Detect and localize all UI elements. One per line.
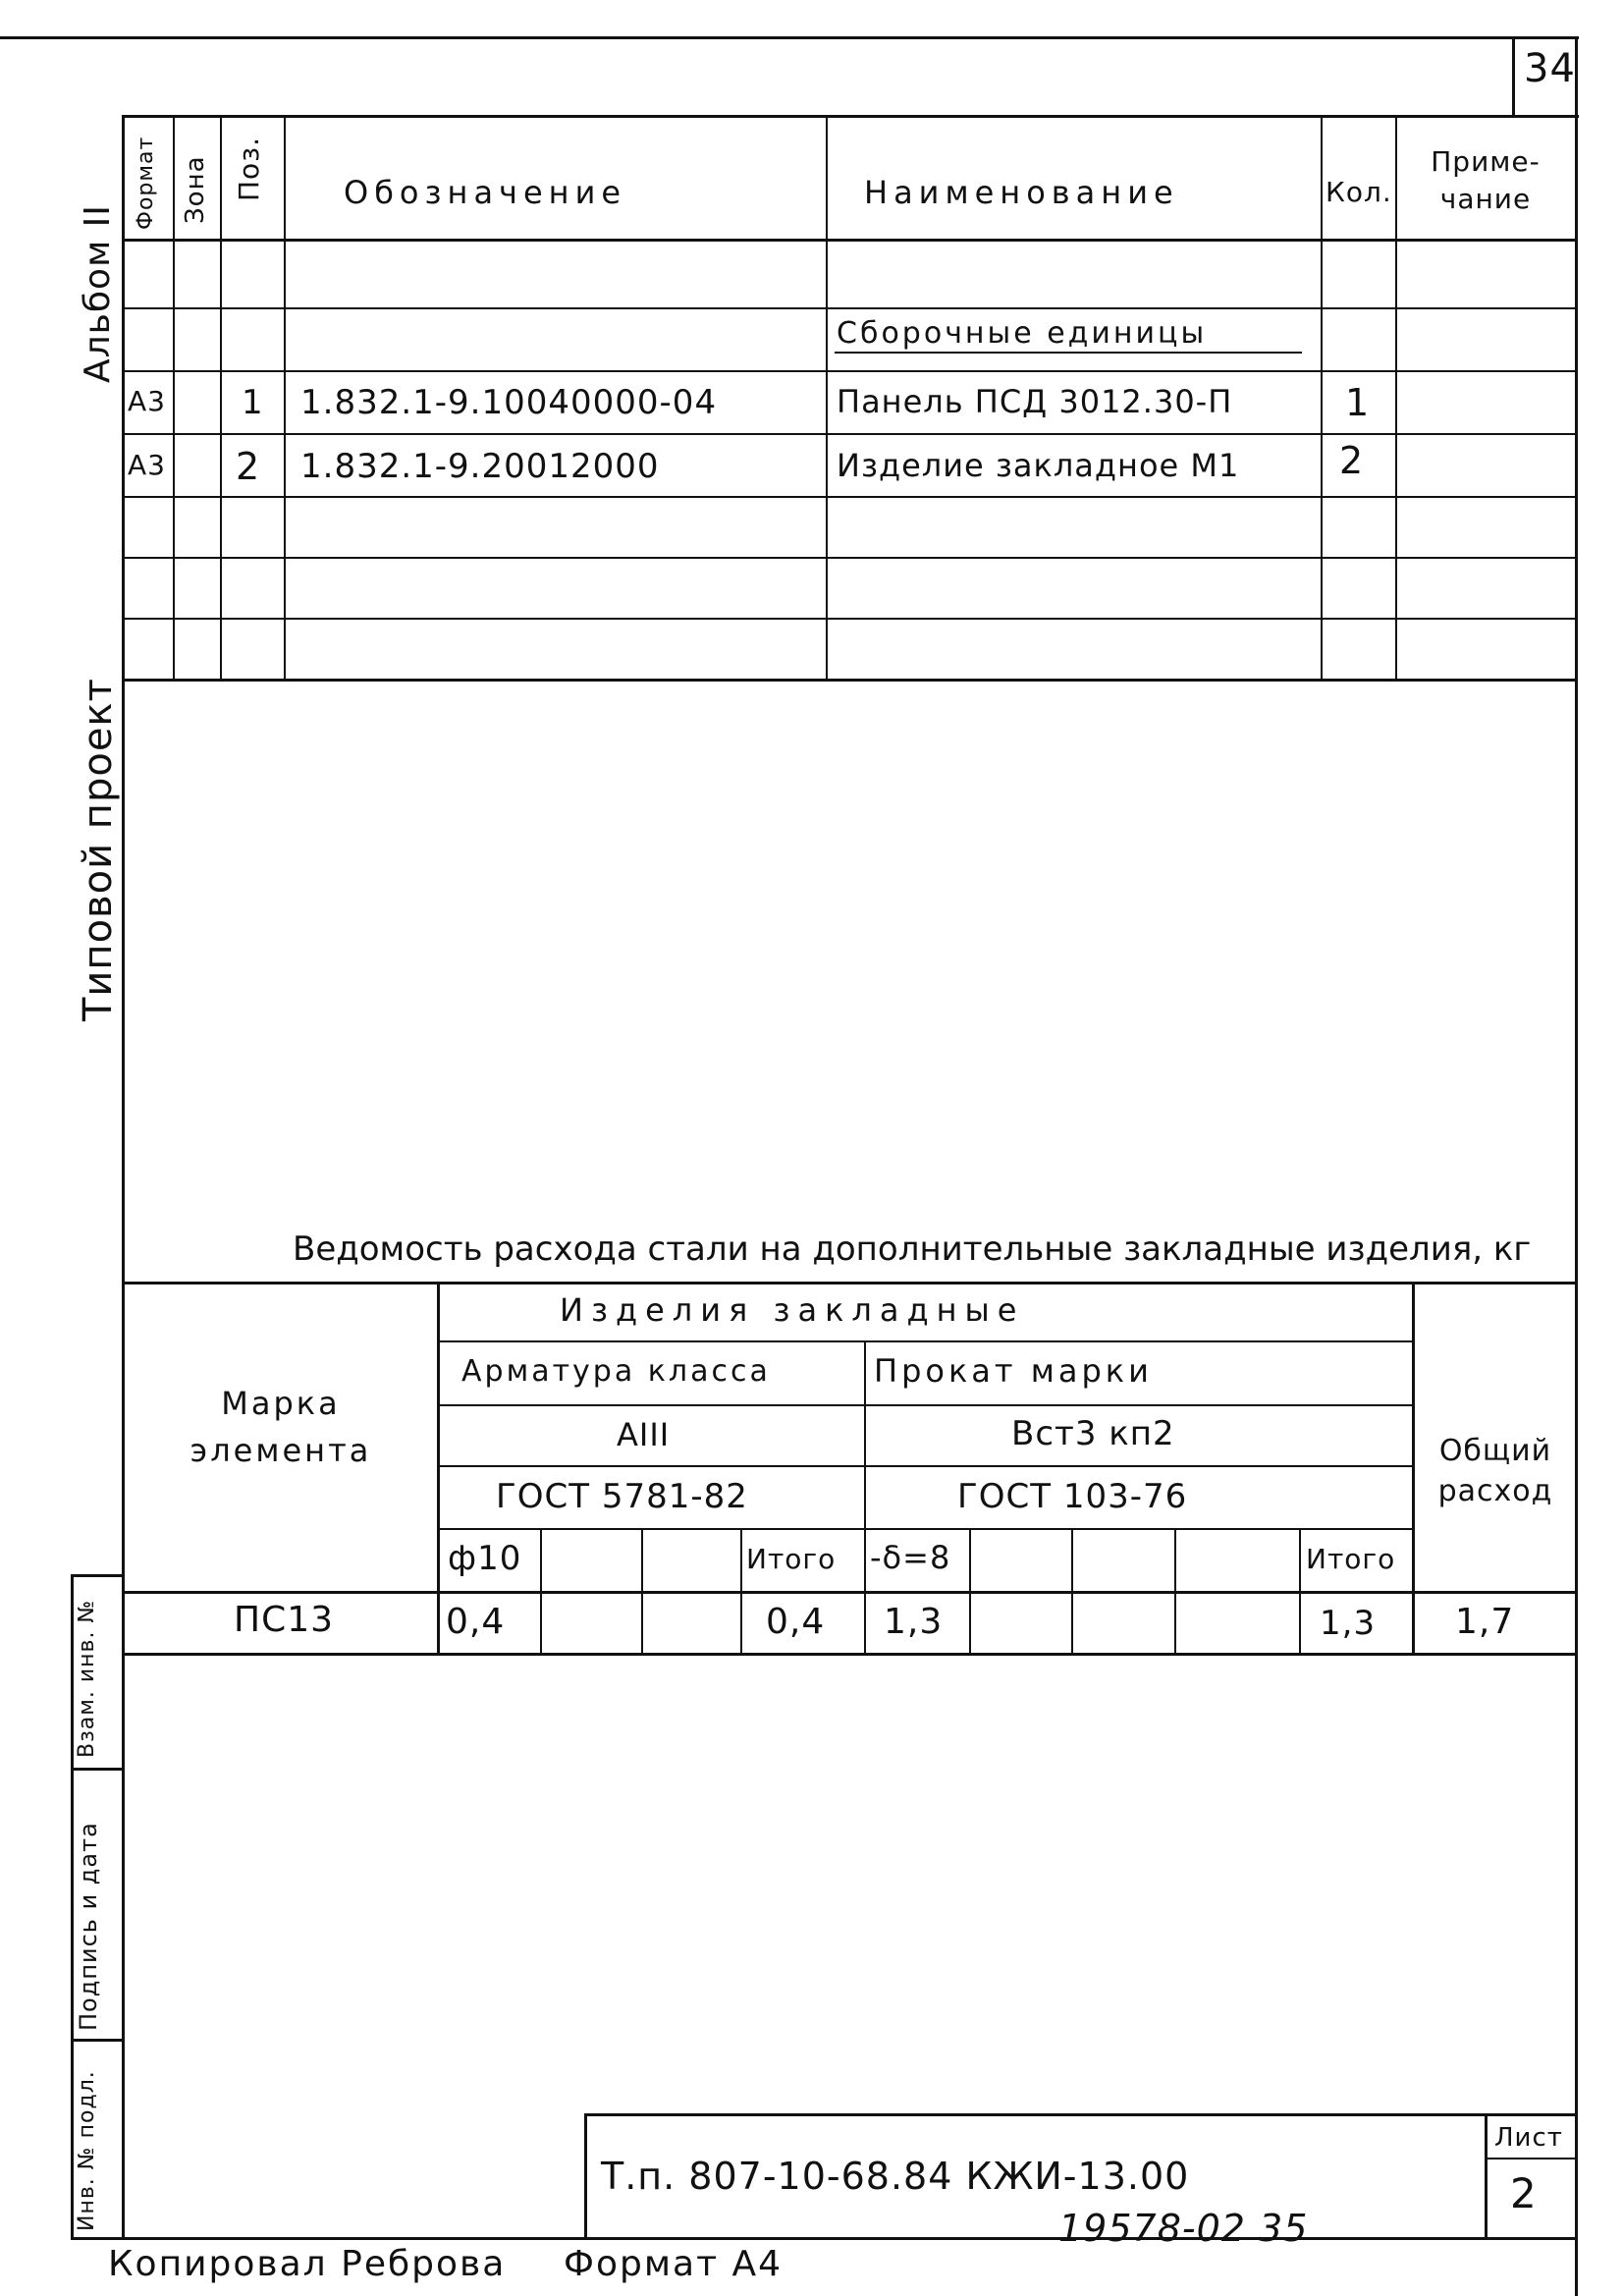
sub-phi10: ф10	[448, 1539, 522, 1578]
spec-hline-r1	[122, 307, 1575, 309]
project-label: Типовой проект	[76, 678, 121, 1021]
header-qty: Кол.	[1325, 176, 1392, 208]
sheet-box-left	[1512, 36, 1515, 117]
header-note: Приме-чание	[1431, 145, 1541, 215]
header-designation: Обозначение	[344, 174, 627, 211]
stamp-top	[584, 2113, 1577, 2116]
row-designation: 1.832.1-9.10040000-04	[300, 383, 718, 422]
spec-vline-2	[220, 115, 222, 681]
steel-vline-split	[864, 1340, 866, 1655]
strip-top	[71, 1574, 124, 1577]
document-code: Т.п. 807-10-68.84 КЖИ-13.00	[601, 2155, 1190, 2198]
steel-hline-3	[439, 1404, 1414, 1406]
steel-vline-a3	[740, 1528, 742, 1655]
frame-right	[1575, 36, 1578, 2296]
strip-div-2	[71, 2039, 124, 2042]
list-label: Лист	[1494, 2123, 1563, 2153]
footer-copied: Копировал Реброва	[108, 2244, 507, 2284]
spec-hline-header	[122, 239, 1575, 242]
sub-itogo2: Итого	[1306, 1543, 1396, 1575]
row-format: А3	[128, 385, 166, 417]
inv-vzam-label: Взам. инв. №	[75, 1599, 99, 1758]
spec-vline-3	[284, 115, 286, 681]
spec-hline-r4	[122, 496, 1575, 498]
footer-format: Формат А4	[564, 2244, 784, 2284]
steel-hline-bottom	[122, 1653, 1575, 1656]
steel-vline-b1	[969, 1528, 971, 1655]
row-format: А3	[128, 449, 166, 481]
footer-inv-number: 19578-02 35	[1058, 2207, 1309, 2250]
prokat-gost: ГОСТ 103-76	[957, 1477, 1188, 1516]
spec-hline-r2	[122, 370, 1575, 372]
arm-grade: АIII	[617, 1416, 671, 1453]
steel-vline-mark	[437, 1282, 440, 1655]
frame-bottom	[122, 2237, 1578, 2240]
row-designation: 1.832.1-9.20012000	[300, 447, 660, 486]
row-name: Изделие закладное М1	[837, 447, 1240, 484]
sheet-number: 34	[1524, 46, 1576, 91]
album-label: Альбом II	[78, 204, 118, 383]
strip-left	[71, 1574, 74, 2237]
strip-div-1	[71, 1768, 124, 1771]
section-title-underline	[835, 352, 1302, 354]
spec-hline-bottom	[122, 679, 1575, 682]
steel-hline-2	[439, 1340, 1414, 1342]
steel-vline-a1	[540, 1528, 542, 1655]
steel-hline-5	[439, 1528, 1414, 1530]
sub-delta8: -δ=8	[870, 1539, 951, 1576]
section-title: Сборочные единицы	[837, 316, 1208, 351]
spec-vline-1	[173, 115, 175, 681]
items-header: Изделия закладные	[560, 1291, 1025, 1329]
row-total: 1,7	[1455, 1602, 1515, 1642]
spec-hline-r3	[122, 433, 1575, 435]
row-qty: 2	[1339, 439, 1365, 482]
stamp-list-div	[1485, 2158, 1577, 2159]
steel-vline-b3	[1174, 1528, 1176, 1655]
spec-vline-5	[1321, 115, 1323, 681]
row-qty: 1	[1345, 381, 1371, 424]
steel-title: Ведомость расхода стали на дополнительные закладные изделия, кг	[293, 1230, 1532, 1269]
steel-vline-a2	[641, 1528, 643, 1655]
row-itogo1: 0,4	[766, 1602, 826, 1642]
row-delta8: 1,3	[884, 1602, 944, 1642]
row-phi10: 0,4	[446, 1602, 506, 1642]
spec-vline-4	[826, 115, 828, 681]
row-mark: ПС13	[234, 1600, 335, 1640]
strip-bottom	[71, 2237, 124, 2240]
header-format: Формат	[134, 136, 158, 230]
header-pos: Поз.	[233, 137, 265, 201]
stamp-list-left	[1485, 2113, 1488, 2239]
row-pos: 1	[242, 383, 264, 422]
frame-top	[0, 36, 1579, 39]
steel-hline-top	[122, 1282, 1575, 1285]
steel-vline-b4	[1299, 1528, 1301, 1655]
spec-hline-top	[122, 115, 1575, 118]
prokat: Прокат марки	[874, 1352, 1153, 1390]
total-header: Общий расход	[1437, 1434, 1553, 1508]
mark-header: Марка элемента	[189, 1385, 372, 1469]
steel-hline-6	[122, 1591, 1575, 1594]
steel-hline-4	[439, 1465, 1414, 1467]
steel-vline-total	[1412, 1282, 1415, 1655]
stamp-left	[584, 2113, 587, 2239]
list-number: 2	[1510, 2169, 1538, 2217]
spec-hline-r5	[122, 557, 1575, 559]
steel-vline-b2	[1071, 1528, 1073, 1655]
row-pos: 2	[236, 445, 261, 488]
prokat-grade: Вст3 кп2	[1011, 1414, 1175, 1453]
header-zone: Зона	[181, 155, 210, 224]
inv-podl-label: Инв. № подл.	[75, 2070, 99, 2231]
spec-hline-r6	[122, 618, 1575, 620]
arm-gost: ГОСТ 5781-82	[496, 1477, 748, 1516]
signature-date-label: Подпись и дата	[75, 1822, 102, 2031]
row-itogo2: 1,3	[1320, 1604, 1377, 1643]
arm-class: Арматура класса	[461, 1354, 771, 1389]
sub-itogo1: Итого	[746, 1543, 837, 1575]
spec-vline-6	[1395, 115, 1397, 681]
header-name: Наименование	[864, 174, 1179, 211]
row-name: Панель ПСД 3012.30-П	[837, 383, 1233, 420]
